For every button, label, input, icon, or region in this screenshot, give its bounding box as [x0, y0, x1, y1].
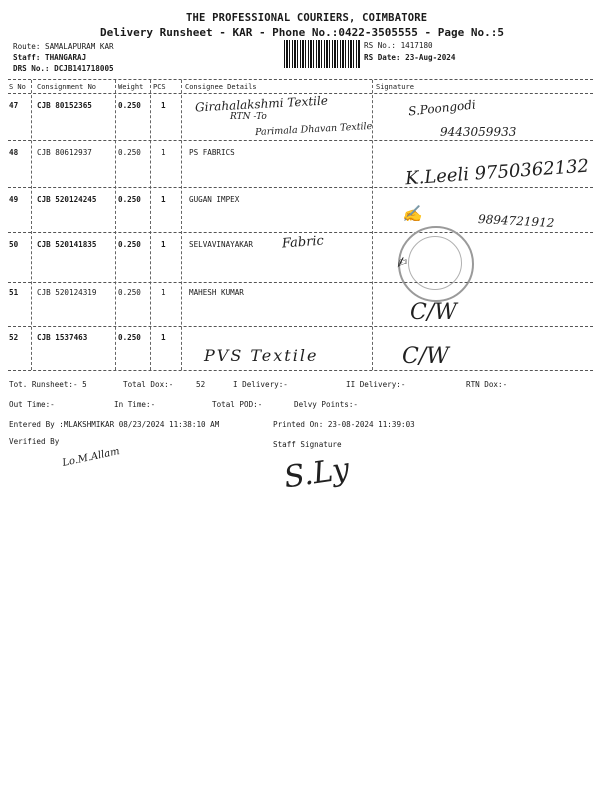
row-divider	[8, 232, 593, 233]
ii-delivery: II Delivery:-	[346, 380, 406, 389]
staff-handwritten-signature: S.Ly	[281, 451, 352, 496]
drs-line	[13, 64, 114, 73]
row-consignee: MAHESH KUMAR	[189, 288, 244, 297]
row-sno: 48	[9, 148, 19, 157]
row-divider	[8, 140, 593, 141]
row-pcs: 1	[161, 288, 166, 297]
col-sno: S No	[9, 83, 26, 91]
drs-value: DCJB141718005	[54, 64, 114, 73]
out-time: Out Time:-	[9, 400, 55, 409]
signature-scribble-icon: ✍	[402, 204, 422, 223]
row-pcs: 1	[161, 101, 166, 110]
table-top-divider	[8, 79, 593, 80]
in-time: In Time:-	[114, 400, 156, 409]
route-line	[13, 42, 114, 51]
verified-by-label: Verified By	[9, 437, 60, 446]
row-consignment: CJB 520124245	[37, 195, 97, 204]
row-sno: 50	[9, 240, 19, 249]
i-delivery: I Delivery:-	[233, 380, 288, 389]
row-sno: 51	[9, 288, 19, 297]
total-pod: Total POD:-	[212, 400, 263, 409]
row-sno: 52	[9, 333, 19, 342]
row-divider	[8, 282, 593, 283]
row-consignee: GUGAN IMPEX	[189, 195, 240, 204]
col-consignment: Consignment No	[37, 83, 97, 91]
company-title: THE PROFESSIONAL COURIERS, COIMBATORE	[186, 12, 428, 24]
col-weight: Weight	[118, 83, 144, 91]
handwritten-signature: S.Poongodi	[407, 97, 477, 119]
row-consignment: CJB 80152365	[37, 101, 92, 110]
barcode-image	[284, 40, 360, 68]
row-sno: 49	[9, 195, 19, 204]
row-consignment: CJB 1537463	[37, 333, 88, 342]
row-divider	[8, 326, 593, 327]
row-consignment: CJB 80612937	[37, 148, 92, 157]
route-value: SAMALAPURAM KAR	[45, 42, 114, 51]
rs-date-label: RS Date:	[364, 53, 401, 62]
printed-on: Printed On: 23-08-2024 11:39:03	[273, 420, 415, 429]
table-header-divider	[8, 93, 593, 94]
staff-value: THANGARAJ	[45, 53, 87, 62]
entered-by: Entered By :MLAKSHMIKAR 08/23/2024 11:38:10 AM	[9, 420, 220, 429]
staff-line	[13, 53, 86, 62]
row-divider	[8, 187, 593, 188]
row-consignee: PS FABRICS	[189, 148, 235, 157]
handwritten-consignee: Parimala Dhavan Textile	[254, 120, 373, 139]
handwritten-signature: C/W	[402, 344, 449, 369]
staff-signature-label: Staff Signature	[273, 440, 342, 449]
row-weight: 0.250	[118, 288, 141, 297]
handwritten-phone: 9443059933	[440, 125, 517, 139]
stamp-signature-icon: ✍︎	[393, 254, 410, 273]
row-pcs: 1	[161, 333, 166, 342]
row-weight: 0.250	[118, 195, 141, 204]
table-bottom-divider	[8, 370, 593, 371]
handwritten-consignee: Girahalakshmi Textile	[194, 93, 329, 115]
tot-runsheet: Tot. Runsheet:- 5	[9, 380, 87, 389]
row-pcs: 1	[161, 148, 166, 157]
drs-label: DRS No.:	[13, 64, 50, 73]
handwritten-consignee: PVS Textile	[204, 346, 319, 365]
col-pcs: PCS	[153, 83, 166, 91]
col-consignee: Consignee Details	[185, 83, 257, 91]
row-weight: 0.250	[118, 148, 141, 157]
delvy-points: Delvy Points:-	[294, 400, 359, 409]
route-label: Route:	[13, 42, 41, 51]
handwritten-phone: 9894721912	[477, 212, 555, 230]
row-sno: 47	[9, 101, 19, 110]
total-dox-value: 52	[196, 380, 206, 389]
staff-label: Staff:	[13, 53, 41, 62]
row-consignment: CJB 520124319	[37, 288, 97, 297]
row-pcs: 1	[161, 240, 166, 249]
verifier-signature: Lo.M.Allam	[61, 446, 121, 469]
row-weight: 0.250	[118, 333, 141, 342]
row-consignment: CJB 520141835	[37, 240, 97, 249]
col-signature: Signature	[376, 83, 414, 91]
rs-no-line	[364, 41, 433, 50]
total-dox-label: Total Dox:-	[123, 380, 174, 389]
handwritten-signature: C/W	[410, 300, 457, 325]
row-weight: 0.250	[118, 240, 141, 249]
row-weight: 0.250	[118, 101, 141, 110]
handwritten-signature: K.Leeli 9750362132	[404, 155, 590, 190]
rtn-dox: RTN Dox:-	[466, 380, 508, 389]
rs-no-label: RS No.:	[364, 41, 397, 50]
rs-date-value: 23-Aug-2024	[405, 53, 456, 62]
rs-no-value: 1417180	[400, 41, 433, 50]
handwritten-consignee: Fabric	[281, 233, 325, 252]
runsheet-title: Delivery Runsheet - KAR - Phone No.:0422-3505555 - Page No.:5	[100, 26, 504, 39]
rs-date-line	[364, 53, 455, 62]
handwritten-consignee: RTN -To	[230, 112, 267, 122]
row-pcs: 1	[161, 195, 166, 204]
row-consignee: SELVAVINAYAKAR	[189, 240, 254, 249]
